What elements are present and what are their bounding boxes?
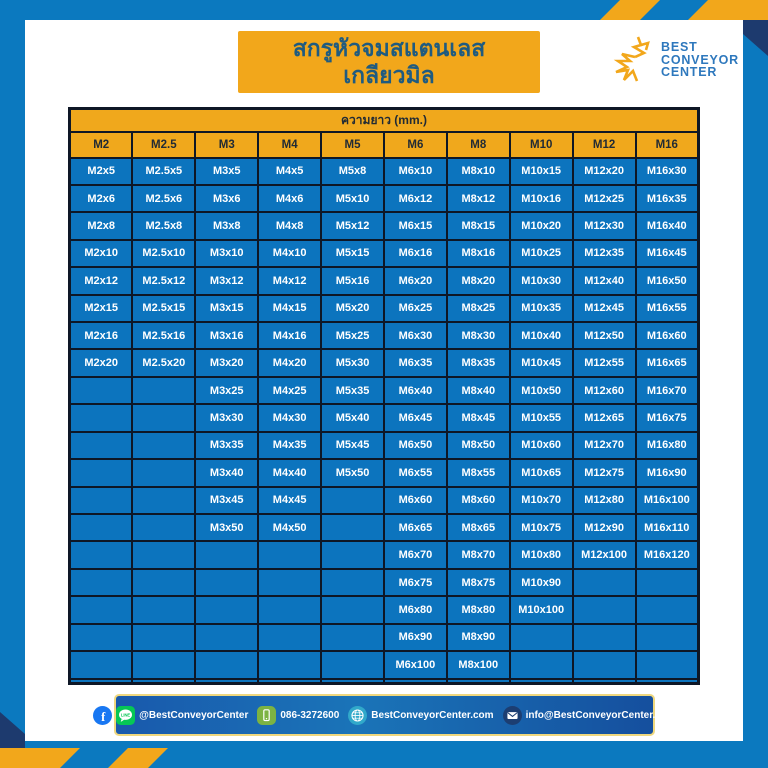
size-cell: M8x35 bbox=[447, 349, 510, 376]
empty-cell bbox=[573, 624, 636, 651]
size-cell: M16x70 bbox=[636, 377, 699, 404]
empty-cell bbox=[195, 651, 258, 678]
size-cell: M2x20 bbox=[70, 349, 133, 376]
frame-right-band bbox=[743, 0, 768, 768]
size-cell: M2.5x20 bbox=[132, 349, 195, 376]
size-cell: M2.5x8 bbox=[132, 212, 195, 239]
empty-cell bbox=[195, 679, 258, 684]
column-header-row bbox=[70, 132, 699, 158]
table-row bbox=[70, 459, 699, 486]
size-cell: M8x30 bbox=[447, 322, 510, 349]
empty-cell bbox=[132, 541, 195, 568]
empty-cell bbox=[132, 569, 195, 596]
size-cell: M8x12 bbox=[447, 185, 510, 212]
frame-bottom-band bbox=[0, 741, 768, 768]
column-header-m12: M12 bbox=[573, 132, 636, 158]
empty-cell bbox=[132, 432, 195, 459]
empty-cell bbox=[510, 624, 573, 651]
contact-label: info@BestConveyorCenter.com bbox=[525, 709, 676, 721]
size-cell: M16x35 bbox=[636, 185, 699, 212]
size-cell: M3x10 bbox=[195, 240, 258, 267]
empty-cell bbox=[70, 541, 133, 568]
empty-cell bbox=[70, 377, 133, 404]
size-cell: M3x30 bbox=[195, 404, 258, 431]
size-cell: M4x40 bbox=[258, 459, 321, 486]
empty-cell bbox=[384, 679, 447, 684]
size-cell: M16x110 bbox=[636, 514, 699, 541]
size-cell: M12x20 bbox=[573, 158, 636, 185]
size-cell: M16x30 bbox=[636, 158, 699, 185]
size-cell: M2x16 bbox=[70, 322, 133, 349]
empty-cell bbox=[132, 377, 195, 404]
column-header-m3: M3 bbox=[195, 132, 258, 158]
contact-item bbox=[503, 706, 676, 725]
table-row bbox=[70, 349, 699, 376]
size-cell: M12x65 bbox=[573, 404, 636, 431]
size-cell: M16x100 bbox=[636, 487, 699, 514]
size-cell: M16x60 bbox=[636, 322, 699, 349]
empty-cell bbox=[636, 569, 699, 596]
empty-cell bbox=[195, 624, 258, 651]
empty-cell bbox=[132, 487, 195, 514]
size-cell: M8x60 bbox=[447, 487, 510, 514]
size-cell: M8x15 bbox=[447, 212, 510, 239]
contact-label: 086-3272600 bbox=[280, 709, 340, 721]
size-cell: M12x100 bbox=[573, 541, 636, 568]
table-row bbox=[70, 295, 699, 322]
frame-top-band bbox=[0, 0, 768, 20]
globe-icon bbox=[348, 706, 367, 725]
empty-cell bbox=[132, 404, 195, 431]
size-cell: M10x70 bbox=[510, 487, 573, 514]
empty-cell bbox=[132, 514, 195, 541]
empty-cell bbox=[321, 624, 384, 651]
size-cell: M16x45 bbox=[636, 240, 699, 267]
size-cell: M16x80 bbox=[636, 432, 699, 459]
size-cell: M10x40 bbox=[510, 322, 573, 349]
size-cell: M4x6 bbox=[258, 185, 321, 212]
size-cell: M4x35 bbox=[258, 432, 321, 459]
empty-cell bbox=[510, 679, 573, 684]
empty-cell bbox=[321, 487, 384, 514]
empty-cell bbox=[321, 596, 384, 623]
size-cell: M8x16 bbox=[447, 240, 510, 267]
span-header-row bbox=[70, 109, 699, 132]
email-icon bbox=[503, 706, 522, 725]
table-row bbox=[70, 240, 699, 267]
size-cell: M2.5x5 bbox=[132, 158, 195, 185]
size-cell: M6x50 bbox=[384, 432, 447, 459]
size-cell: M4x20 bbox=[258, 349, 321, 376]
size-cell: M16x90 bbox=[636, 459, 699, 486]
size-cell: M6x80 bbox=[384, 596, 447, 623]
size-cell: M3x45 bbox=[195, 487, 258, 514]
empty-cell bbox=[132, 651, 195, 678]
product-title-line1: สกรูหัวจมสแตนเลส bbox=[292, 34, 486, 61]
table-row bbox=[70, 596, 699, 623]
size-cell: M10x75 bbox=[510, 514, 573, 541]
size-cell: M6x16 bbox=[384, 240, 447, 267]
size-cell: M10x80 bbox=[510, 541, 573, 568]
column-header-m8: M8 bbox=[447, 132, 510, 158]
size-cell: M12x30 bbox=[573, 212, 636, 239]
size-cell: M4x45 bbox=[258, 487, 321, 514]
size-cell: M10x16 bbox=[510, 185, 573, 212]
svg-text:f: f bbox=[101, 709, 106, 724]
size-cell: M6x55 bbox=[384, 459, 447, 486]
empty-cell bbox=[573, 569, 636, 596]
length-header: ความยาว (mm.) bbox=[70, 109, 699, 132]
size-cell: M8x40 bbox=[447, 377, 510, 404]
size-cell: M2x5 bbox=[70, 158, 133, 185]
size-cell: M10x60 bbox=[510, 432, 573, 459]
brand-logo-icon bbox=[610, 34, 656, 86]
phone-icon bbox=[257, 706, 276, 725]
table-row bbox=[70, 185, 699, 212]
empty-cell bbox=[70, 651, 133, 678]
table-row bbox=[70, 514, 699, 541]
table-row bbox=[70, 377, 699, 404]
table-row bbox=[70, 432, 699, 459]
size-cell: M6x75 bbox=[384, 569, 447, 596]
table-row bbox=[70, 404, 699, 431]
empty-cell bbox=[132, 679, 195, 684]
bottom-left-navy-corner bbox=[0, 712, 25, 748]
column-header-m4: M4 bbox=[258, 132, 321, 158]
size-cell: M10x25 bbox=[510, 240, 573, 267]
table-row bbox=[70, 267, 699, 294]
size-cell: M10x50 bbox=[510, 377, 573, 404]
size-cell: M5x50 bbox=[321, 459, 384, 486]
size-cell: M5x45 bbox=[321, 432, 384, 459]
empty-cell bbox=[510, 651, 573, 678]
size-cell: M2.5x12 bbox=[132, 267, 195, 294]
contact-label: @BestConveyorCenter bbox=[139, 709, 249, 721]
size-cell: M12x25 bbox=[573, 185, 636, 212]
size-cell: M6x20 bbox=[384, 267, 447, 294]
size-cell: M4x12 bbox=[258, 267, 321, 294]
table-row bbox=[70, 651, 699, 678]
size-cell: M6x90 bbox=[384, 624, 447, 651]
contact-bar bbox=[101, 694, 676, 736]
size-cell: M8x75 bbox=[447, 569, 510, 596]
size-cell: M5x20 bbox=[321, 295, 384, 322]
size-cell: M16x40 bbox=[636, 212, 699, 239]
column-header-m2-5: M2.5 bbox=[132, 132, 195, 158]
empty-cell bbox=[573, 651, 636, 678]
empty-cell bbox=[321, 541, 384, 568]
empty-cell bbox=[636, 651, 699, 678]
empty-cell bbox=[70, 569, 133, 596]
size-cell: M2x15 bbox=[70, 295, 133, 322]
column-header-m2: M2 bbox=[70, 132, 133, 158]
empty-cell bbox=[447, 679, 510, 684]
empty-cell bbox=[70, 487, 133, 514]
column-header-m10: M10 bbox=[510, 132, 573, 158]
size-cell: M12x55 bbox=[573, 349, 636, 376]
size-cell: M12x35 bbox=[573, 240, 636, 267]
size-cell: M6x70 bbox=[384, 541, 447, 568]
top-right-stripe-1 bbox=[600, 0, 660, 20]
size-cell: M6x100 bbox=[384, 651, 447, 678]
line-icon bbox=[116, 706, 135, 725]
size-cell: M5x12 bbox=[321, 212, 384, 239]
size-cell: M5x15 bbox=[321, 240, 384, 267]
product-title-line2: เกลียวมิล bbox=[343, 62, 435, 88]
empty-cell bbox=[573, 596, 636, 623]
empty-cell bbox=[70, 679, 133, 684]
size-cell: M4x25 bbox=[258, 377, 321, 404]
size-cell: M6x45 bbox=[384, 404, 447, 431]
size-cell: M5x10 bbox=[321, 185, 384, 212]
empty-cell bbox=[258, 624, 321, 651]
column-header-m6: M6 bbox=[384, 132, 447, 158]
size-cell: M2.5x15 bbox=[132, 295, 195, 322]
size-cell: M4x30 bbox=[258, 404, 321, 431]
size-cell: M6x60 bbox=[384, 487, 447, 514]
empty-cell bbox=[258, 596, 321, 623]
size-cell: M12x70 bbox=[573, 432, 636, 459]
size-cell: M10x30 bbox=[510, 267, 573, 294]
empty-cell bbox=[132, 596, 195, 623]
size-cell: M12x60 bbox=[573, 377, 636, 404]
size-cell: M12x80 bbox=[573, 487, 636, 514]
contact-label: BestConveyorCenter.com bbox=[371, 709, 494, 721]
size-cell: M8x25 bbox=[447, 295, 510, 322]
size-cell: M3x50 bbox=[195, 514, 258, 541]
bottom-left-stripe-2 bbox=[0, 748, 80, 768]
size-cell: M3x8 bbox=[195, 212, 258, 239]
facebook-icon bbox=[93, 706, 112, 725]
empty-cell bbox=[636, 624, 699, 651]
size-cell: M8x50 bbox=[447, 432, 510, 459]
size-cell: M16x65 bbox=[636, 349, 699, 376]
column-header-m16: M16 bbox=[636, 132, 699, 158]
size-cell: M5x30 bbox=[321, 349, 384, 376]
size-cell: M4x10 bbox=[258, 240, 321, 267]
brand-logo bbox=[610, 33, 750, 87]
size-cell: M16x120 bbox=[636, 541, 699, 568]
size-cell: M3x6 bbox=[195, 185, 258, 212]
size-cell: M6x10 bbox=[384, 158, 447, 185]
size-cell: M10x90 bbox=[510, 569, 573, 596]
empty-cell bbox=[321, 651, 384, 678]
empty-cell bbox=[132, 624, 195, 651]
size-cell: M5x16 bbox=[321, 267, 384, 294]
brand-word-center: CENTER bbox=[661, 65, 718, 80]
contact-item bbox=[93, 706, 248, 725]
brand-word-conveyor: CONVEYOR bbox=[661, 52, 739, 67]
size-cell: M16x50 bbox=[636, 267, 699, 294]
size-cell: M2.5x6 bbox=[132, 185, 195, 212]
empty-cell bbox=[70, 432, 133, 459]
size-cell: M10x20 bbox=[510, 212, 573, 239]
empty-cell bbox=[573, 679, 636, 684]
size-cell: M5x25 bbox=[321, 322, 384, 349]
size-cell: M4x5 bbox=[258, 158, 321, 185]
brand-logo-text bbox=[661, 41, 739, 79]
size-cell: M5x8 bbox=[321, 158, 384, 185]
product-title-box bbox=[238, 31, 540, 93]
size-cell: M4x15 bbox=[258, 295, 321, 322]
size-cell: M2x6 bbox=[70, 185, 133, 212]
size-cell: M3x40 bbox=[195, 459, 258, 486]
size-cell: M8x80 bbox=[447, 596, 510, 623]
size-cell: M6x30 bbox=[384, 322, 447, 349]
size-cell: M8x55 bbox=[447, 459, 510, 486]
frame-left-band bbox=[0, 0, 25, 768]
size-cell: M12x45 bbox=[573, 295, 636, 322]
table-row bbox=[70, 679, 699, 684]
empty-cell bbox=[258, 651, 321, 678]
size-cell: M6x40 bbox=[384, 377, 447, 404]
size-cell: M4x16 bbox=[258, 322, 321, 349]
empty-cell bbox=[70, 404, 133, 431]
empty-cell bbox=[70, 624, 133, 651]
empty-cell bbox=[70, 514, 133, 541]
table-row bbox=[70, 541, 699, 568]
table-row bbox=[70, 487, 699, 514]
table-row bbox=[70, 158, 699, 185]
size-cell: M3x16 bbox=[195, 322, 258, 349]
contact-item bbox=[348, 706, 493, 725]
size-cell: M12x50 bbox=[573, 322, 636, 349]
empty-cell bbox=[636, 596, 699, 623]
empty-cell bbox=[258, 541, 321, 568]
empty-cell bbox=[321, 569, 384, 596]
size-cell: M8x100 bbox=[447, 651, 510, 678]
size-cell: M12x75 bbox=[573, 459, 636, 486]
size-cell: M10x55 bbox=[510, 404, 573, 431]
empty-cell bbox=[70, 596, 133, 623]
size-cell: M10x45 bbox=[510, 349, 573, 376]
size-cell: M6x65 bbox=[384, 514, 447, 541]
size-cell: M10x35 bbox=[510, 295, 573, 322]
size-cell: M12x40 bbox=[573, 267, 636, 294]
empty-cell bbox=[321, 514, 384, 541]
column-header-m5: M5 bbox=[321, 132, 384, 158]
table-row bbox=[70, 212, 699, 239]
size-cell: M2.5x10 bbox=[132, 240, 195, 267]
size-cell: M3x5 bbox=[195, 158, 258, 185]
empty-cell bbox=[321, 679, 384, 684]
size-cell: M4x50 bbox=[258, 514, 321, 541]
empty-cell bbox=[195, 569, 258, 596]
top-right-stripe-2 bbox=[688, 0, 768, 20]
brand-word-best: BEST bbox=[661, 40, 698, 55]
size-cell: M2x8 bbox=[70, 212, 133, 239]
size-cell: M4x8 bbox=[258, 212, 321, 239]
size-cell: M3x35 bbox=[195, 432, 258, 459]
contact-item bbox=[257, 706, 339, 725]
size-cell: M3x25 bbox=[195, 377, 258, 404]
size-cell: M16x75 bbox=[636, 404, 699, 431]
empty-cell bbox=[258, 569, 321, 596]
size-cell: M8x65 bbox=[447, 514, 510, 541]
size-cell: M5x35 bbox=[321, 377, 384, 404]
size-cell: M2x12 bbox=[70, 267, 133, 294]
size-cell: M8x45 bbox=[447, 404, 510, 431]
size-cell: M2.5x16 bbox=[132, 322, 195, 349]
size-cell: M8x90 bbox=[447, 624, 510, 651]
size-cell: M10x100 bbox=[510, 596, 573, 623]
size-cell: M10x65 bbox=[510, 459, 573, 486]
empty-cell bbox=[70, 459, 133, 486]
empty-cell bbox=[258, 679, 321, 684]
table-row bbox=[70, 624, 699, 651]
size-cell: M16x55 bbox=[636, 295, 699, 322]
bottom-left-stripe-1 bbox=[108, 748, 168, 768]
size-cell: M6x35 bbox=[384, 349, 447, 376]
table-row bbox=[70, 322, 699, 349]
empty-cell bbox=[195, 596, 258, 623]
size-cell: M5x40 bbox=[321, 404, 384, 431]
size-cell: M3x12 bbox=[195, 267, 258, 294]
size-cell: M6x15 bbox=[384, 212, 447, 239]
empty-cell bbox=[195, 541, 258, 568]
size-cell: M10x15 bbox=[510, 158, 573, 185]
size-cell: M6x25 bbox=[384, 295, 447, 322]
size-cell: M3x20 bbox=[195, 349, 258, 376]
screw-size-table bbox=[68, 107, 700, 685]
size-cell: M2x10 bbox=[70, 240, 133, 267]
size-cell: M3x15 bbox=[195, 295, 258, 322]
svg-text:LINE: LINE bbox=[120, 711, 131, 717]
size-cell: M6x12 bbox=[384, 185, 447, 212]
empty-cell bbox=[636, 679, 699, 684]
size-cell: M12x90 bbox=[573, 514, 636, 541]
size-cell: M8x70 bbox=[447, 541, 510, 568]
empty-cell bbox=[132, 459, 195, 486]
size-cell: M8x10 bbox=[447, 158, 510, 185]
size-cell: M8x20 bbox=[447, 267, 510, 294]
table-row bbox=[70, 569, 699, 596]
